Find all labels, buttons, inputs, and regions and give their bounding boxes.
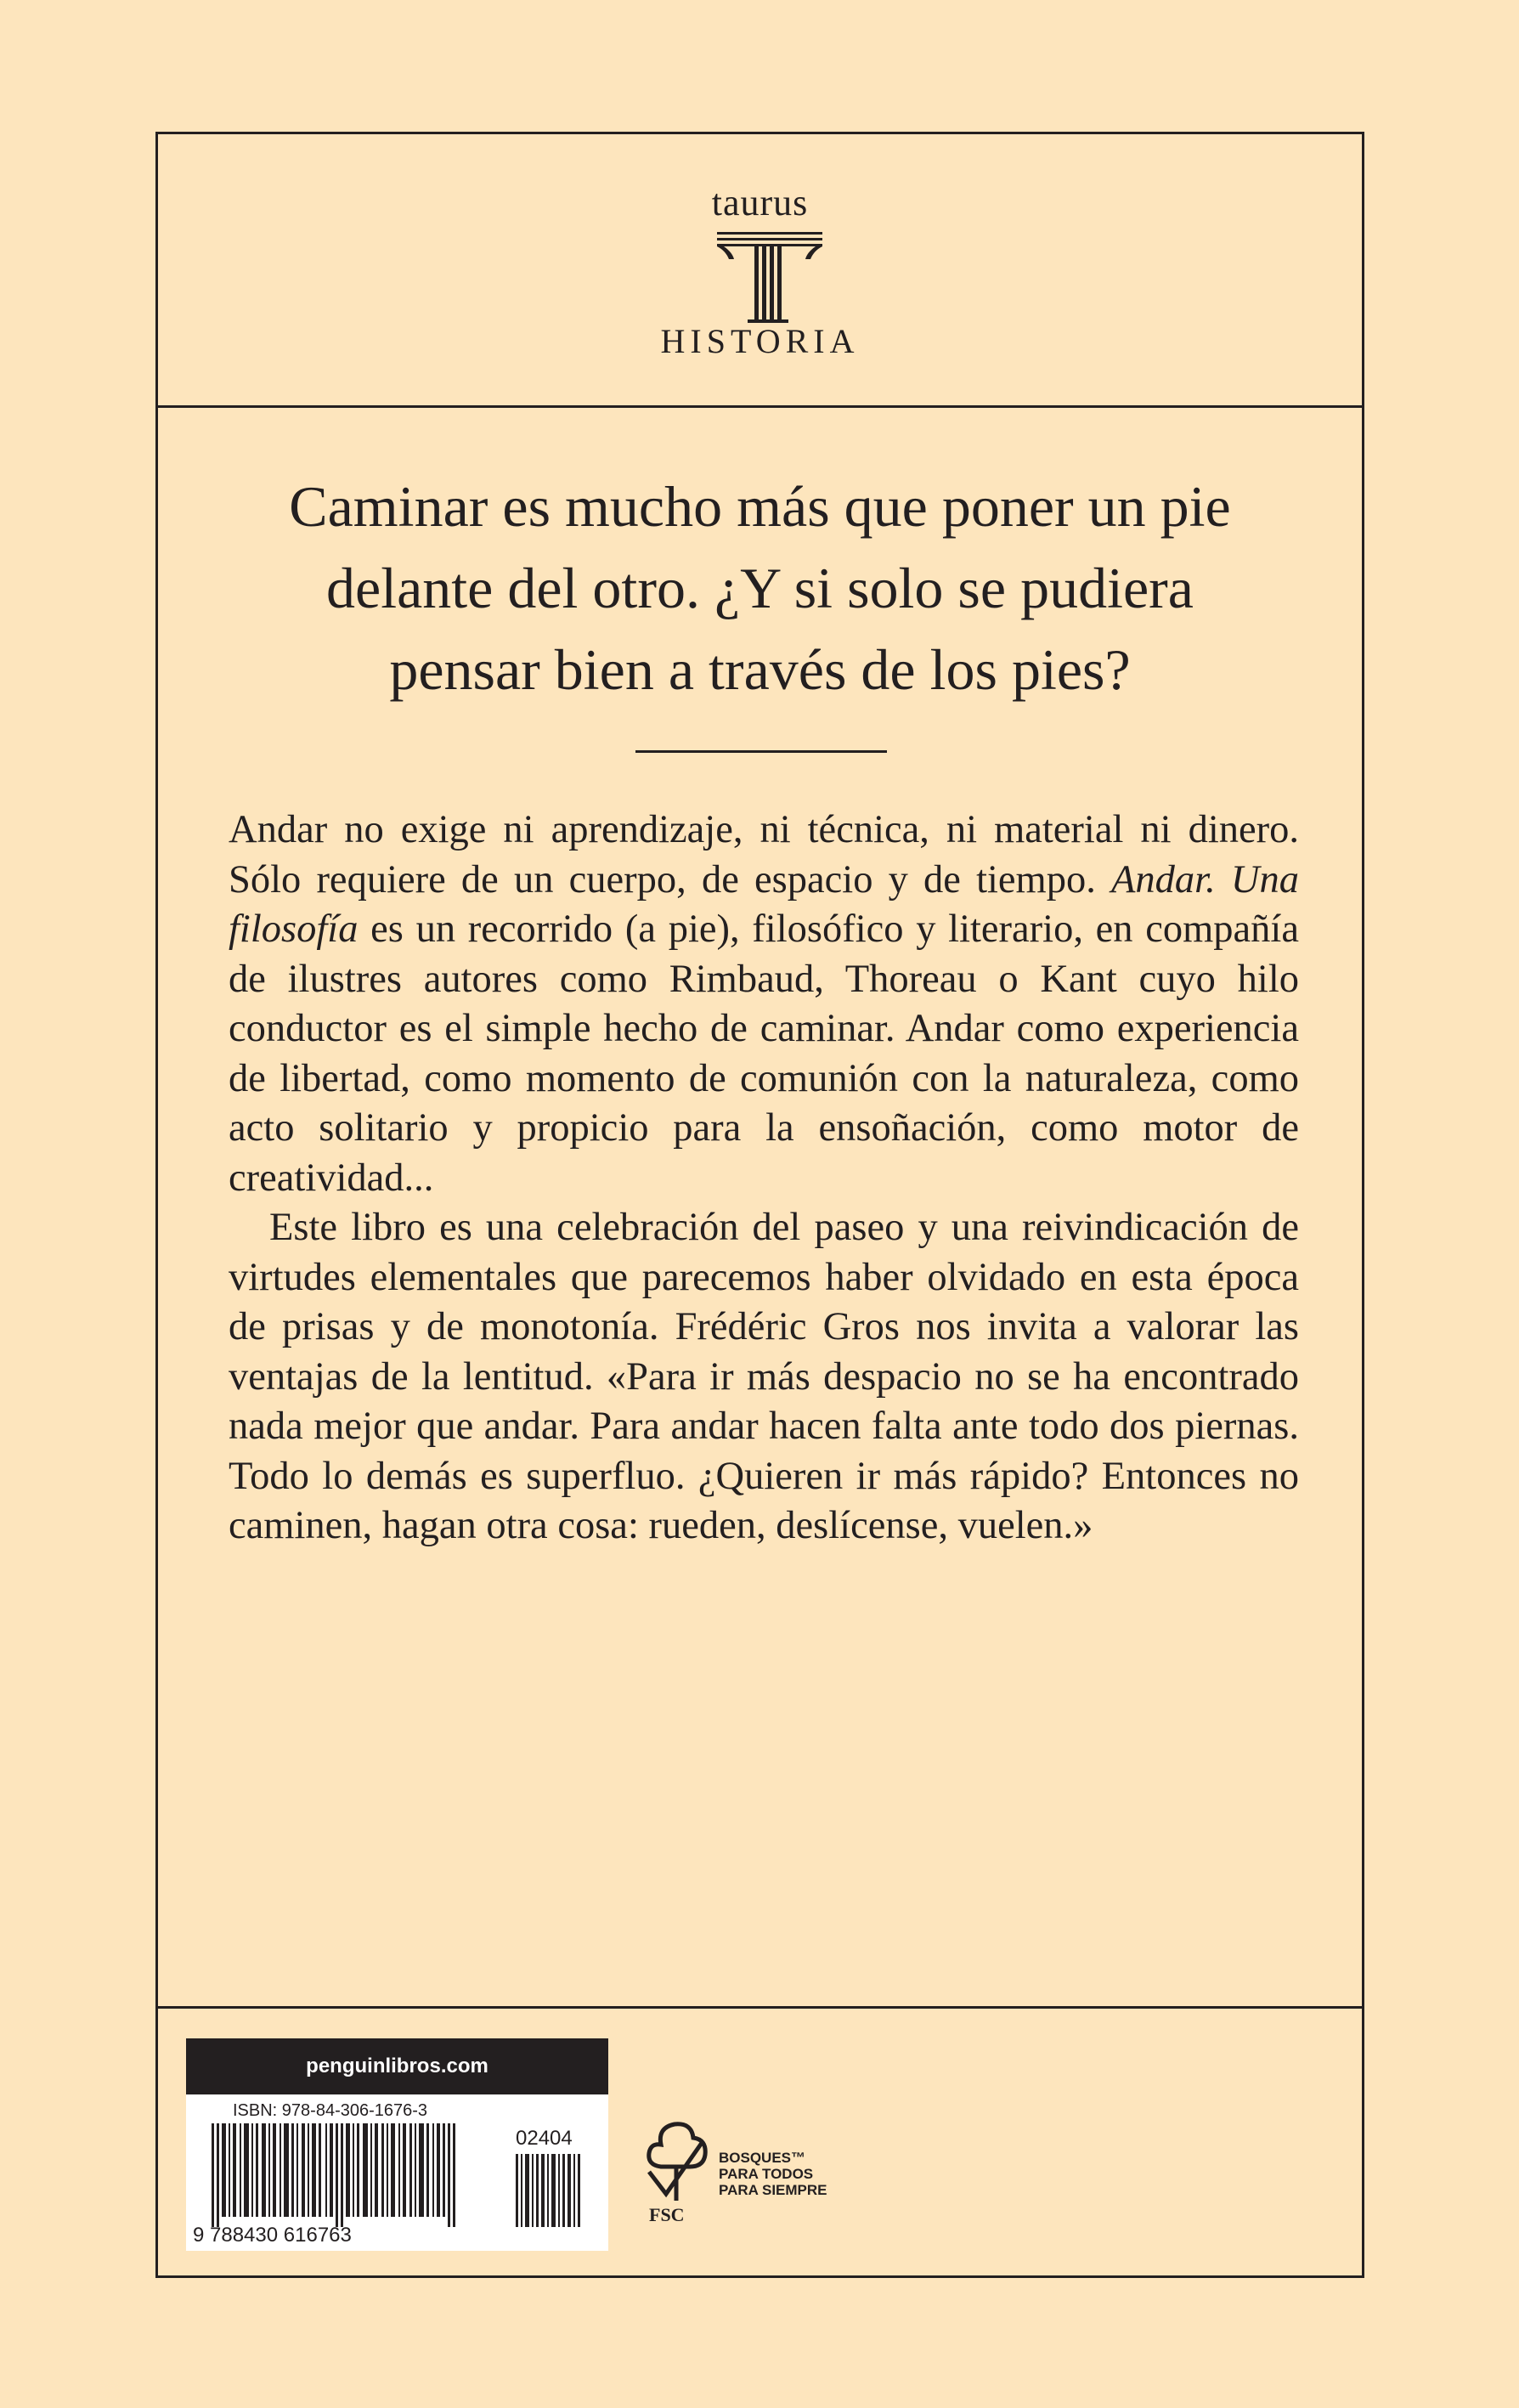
cover-frame <box>155 132 1364 2278</box>
headline <box>209 466 1311 710</box>
headline-line-1: Caminar es mucho más que poner un pie <box>289 474 1231 539</box>
barcode-block <box>186 2038 608 2251</box>
fsc-tagline <box>719 2150 827 2198</box>
barcode-digits: 9 788430 616763 <box>193 2224 352 2247</box>
fsc-tree-check-icon <box>642 2119 710 2224</box>
publisher-website: penguinlibros.com <box>186 2038 608 2094</box>
fsc-line-1: BOSQUES™ <box>719 2150 806 2166</box>
blurb-text: Andar no exige ni aprendizaje, ni técnica, ni material ni dinero. Sólo requiere de un cuerpo, de espacio y de tiempo. <box>229 808 1299 902</box>
blurb-paragraph-2: Este libro es una celebración del paseo y una reivindicación de virtudes elementales que parecemos haber olvidado en esta época de prisas y de monotonía. Frédéric Gros nos invita a valorar las ventajas de la lentitud. «Para ir más despacio no se ha encontrado nada mejor que andar. Para andar hacen falta ante todo dos piernas. Todo lo demás es superfluo. ¿Quieren ir más rápido? Entonces no caminen, hagan otra cosa: rueden, deslícense, vuelen.» <box>229 1206 1299 1547</box>
headline-line-3: pensar bien a través de los pies? <box>389 637 1131 702</box>
barcode-icon <box>186 2038 608 2251</box>
taurus-t-logo-icon <box>717 232 822 324</box>
back-cover-footer <box>158 2006 1362 2275</box>
fsc-line-2: PARA TODOS <box>719 2166 814 2182</box>
svg-text:FSC: FSC <box>649 2204 685 2224</box>
book-title: Andar. Una filosofía <box>229 857 1300 951</box>
isbn-label: ISBN: 978-84-306-1676-3 <box>233 2101 428 2120</box>
headline-divider <box>635 750 887 753</box>
headline-line-2: delante del otro. ¿Y si solo se pudiera <box>326 556 1194 620</box>
blurb-text: es un recorrido (a pie), filosófico y literario, en compañía de ilustres autores como Rimbaud, Thoreau o Kant cuyo hilo conductor es el simple hecho de caminar. Andar como experiencia de libertad, como momento de comunión con la naturaleza, como acto solitario y propicio para la ensoñación, como motor de creatividad... <box>229 907 1299 1200</box>
publisher-header <box>158 134 1362 408</box>
fsc-line-3: PARA SIEMPRE <box>719 2182 827 2198</box>
blurb-paragraph-1 <box>229 805 1299 1203</box>
price-code: 02404 <box>516 2127 573 2150</box>
collection-name: HISTORIA <box>660 322 860 360</box>
publisher-name: taurus <box>711 182 809 223</box>
blurb <box>229 805 1299 1552</box>
